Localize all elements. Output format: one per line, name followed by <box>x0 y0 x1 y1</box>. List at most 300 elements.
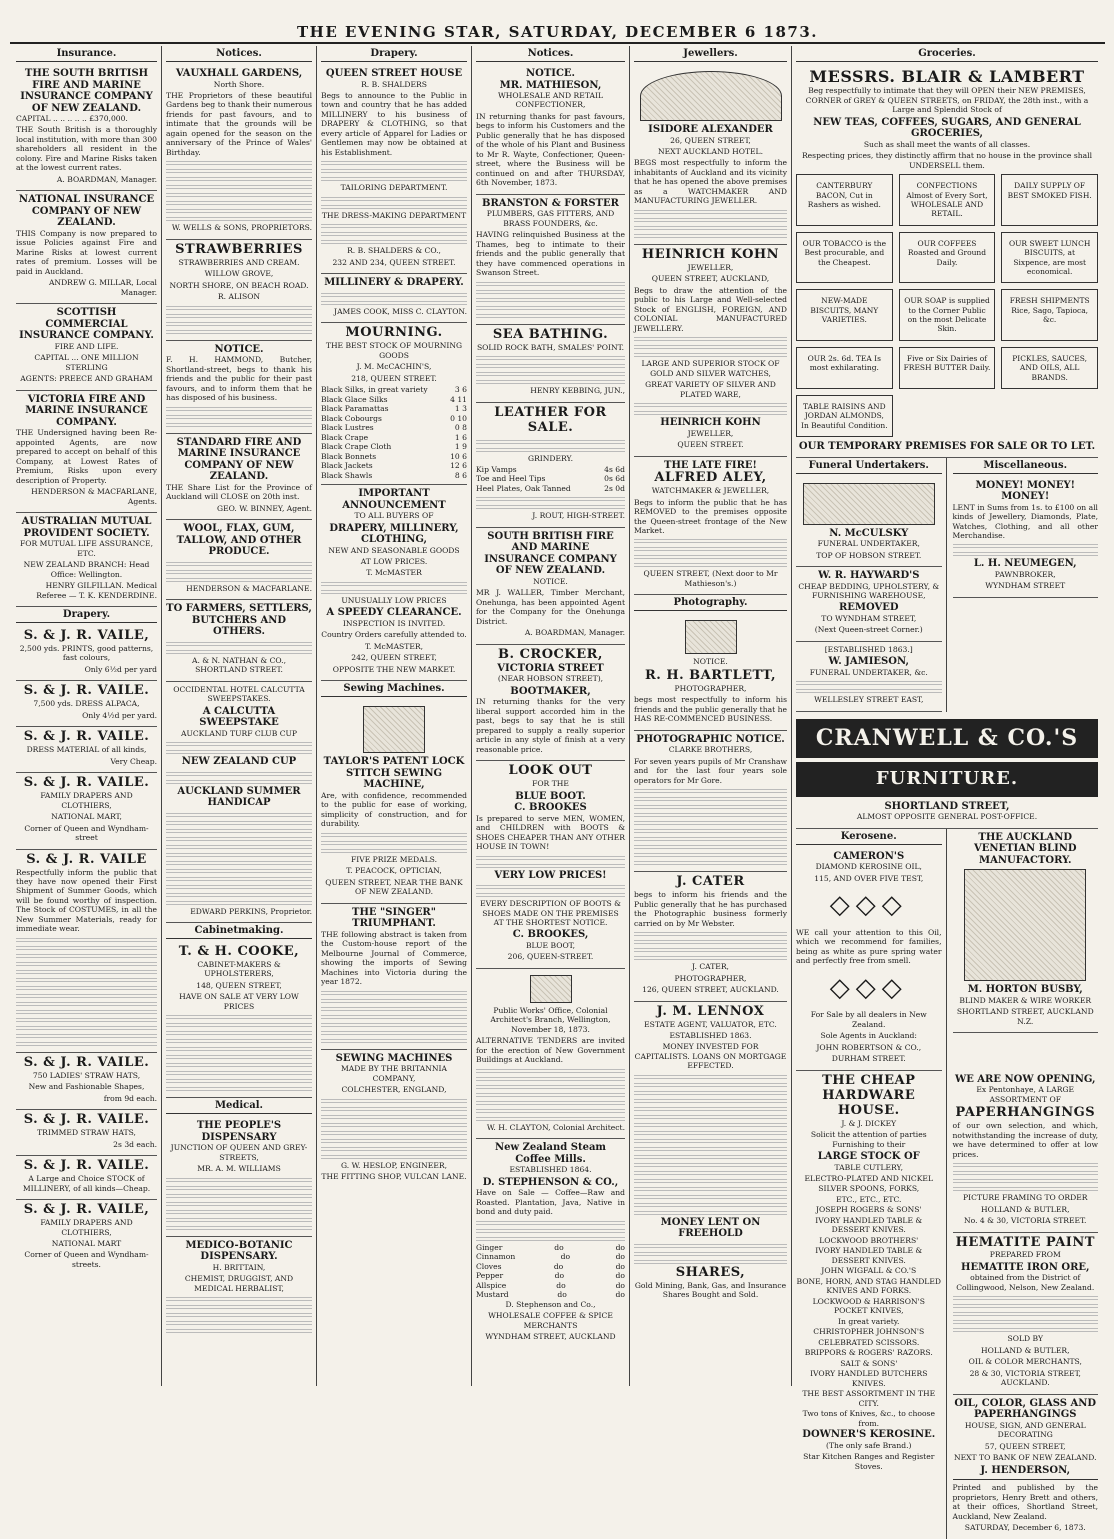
masthead <box>10 22 1105 44</box>
ad-sub: ESTABLISHED 1864. <box>509 1165 592 1175</box>
ad-signature: W. H. CLAYTON, Colonial Architect. <box>486 1122 625 1132</box>
column-notices <box>162 46 317 1386</box>
ad-sub: EVERY DESCRIPTION OF BOOTS & SHOES MADE ON THE PREMISES AT THE SHORTEST NOTICE. <box>480 899 621 927</box>
ad-title: AUSTRALIAN MUTUAL PROVIDENT SOCIETY. <box>21 516 152 539</box>
ad-title: NEW ZEALAND CUP <box>181 756 297 768</box>
ad-signature: A. BOARDMAN, Manager. <box>56 174 157 184</box>
ad-title: SHARES, <box>675 1264 746 1280</box>
ad-sub: PHOTOGRAPHER, <box>674 973 747 983</box>
ad-text: 750 LADIES' STRAW HATS, <box>32 1070 141 1080</box>
ad-address: 242, QUEEN STREET, <box>351 653 437 663</box>
ad-body: THE Undersigned having been Re-appointed Agents, are now prepared to accept on behalf of this Company, at Lowest Rates of Premium, Risks upon every description of Property. <box>16 428 157 485</box>
list-cell: do <box>615 1261 625 1271</box>
ad-sub: JUNCTION OF QUEEN AND GREY-STREETS, <box>170 1143 308 1162</box>
hardware-item: LOCKWOOD BROTHERS' <box>819 1235 919 1245</box>
ad-sub: Ex Pentonhaye, A LARGE ASSORTMENT OF <box>976 1085 1075 1104</box>
ad-title: THE SOUTH BRITISH FIRE AND MARINE INSURANCE COMPANY OF NEW ZEALAND. <box>20 68 153 114</box>
ad-signature: T. PEACOCK, OPTICIAN, <box>346 866 442 876</box>
ad-sub: AUCKLAND TURF CLUB CUP <box>180 728 298 738</box>
ad-sub: JEWELLER, <box>687 262 734 272</box>
ad-signature: G. W. HESLOP, ENGINEER, <box>340 1160 448 1170</box>
leather-price-list <box>476 465 625 493</box>
list-cell: 10 6 <box>450 451 467 461</box>
ad-cheap-hardware <box>796 1071 942 1477</box>
ad-address: WELLESLEY STREET EAST, <box>814 695 924 705</box>
ad-signature: R. ALISON <box>217 292 261 302</box>
list-cell: Mustard <box>476 1290 509 1300</box>
ad-name: N. McCULSKY <box>829 527 909 539</box>
ad-name: ISIDORE ALEXANDER <box>648 124 773 135</box>
ad-sub: MADE BY THE BRITANNIA COMPANY, <box>340 1064 448 1083</box>
ad-sub: CHEAP BEDDING, UPHOLSTERY, & FURNISHING WAREHOUSE, <box>798 581 940 600</box>
ad-address: Corner of Queen and Wyndham-streets. <box>24 1250 149 1269</box>
ad-address: WYNDHAM STREET <box>985 581 1066 591</box>
ad-mourning <box>321 323 467 485</box>
grocery-box: NEW-MADE BISCUITS, MANY VARIETIES. <box>796 289 893 341</box>
ad-branch: NEW ZEALAND BRANCH: Head Office: Wellington. <box>23 560 150 579</box>
ad-body: MONEY INVESTED FOR CAPITALISTS. LOANS ON MORTGAGE EFFECTED. <box>634 1042 787 1071</box>
photographer-emblem <box>685 620 737 654</box>
ad-body: Gold Mining, Bank, Gas, and Insurance Shares Bought and Sold. <box>634 1280 787 1300</box>
ad-mathieson <box>476 65 625 195</box>
ad-address: OPPOSITE THE NEW MARKET. <box>332 664 456 674</box>
masthead-title: THE EVENING STAR, SATURDAY, DECEMBER 6 1873. <box>296 23 818 41</box>
list-item <box>321 423 467 432</box>
ad-body: LENT in Sums from 1s. to £100 on all kinds of Jewellery, Diamonds, Plate, Watches, Clothing, and all other Merchandise. <box>952 502 1098 540</box>
ad-title: WOOL, FLAX, GUM, TALLOW, AND OTHER PRODUCE. <box>176 523 302 558</box>
ad-jamieson <box>796 642 942 712</box>
grocery-box: DAILY SUPPLY OF BEST SMOKED FISH. <box>1001 174 1098 226</box>
column-header-jewellers: Jewellers. <box>634 46 787 62</box>
ad-capital: CAPITAL .. .. .. .. .. £370,000. <box>16 114 128 123</box>
grocery-feature-boxes <box>796 174 1098 437</box>
ad-line: INSPECTION IS INVITED. <box>342 618 446 628</box>
ad-singer <box>321 904 467 1050</box>
ad-public-works <box>476 969 625 1139</box>
ad-vaile-dress <box>16 727 157 773</box>
ad-address: BLUE BOOT, <box>525 940 576 950</box>
list-cell: Heel Plates, Oak Tanned <box>476 483 571 493</box>
ad-text: 7,500 yds. DRESS ALPACA, <box>33 699 140 709</box>
ad-address: WYNDHAM STREET, AUCKLAND <box>485 1332 616 1342</box>
grocery-box: OUR SWEET LUNCH BISCUITS, at Sixpence, are most economical. <box>1001 232 1098 284</box>
list-cell: do <box>554 1242 564 1252</box>
ad-title: OIL, COLOR, GLASS AND PAPERHANGINGS <box>954 1397 1097 1421</box>
ad-title: AUCKLAND SUMMER HANDICAP <box>177 785 301 809</box>
ad-address: COLCHESTER, ENGLAND, <box>341 1085 447 1095</box>
ad-sub: WATCHMAKER & JEWELLER, <box>651 486 770 496</box>
ad-name: J. HENDERSON, <box>980 1464 1071 1476</box>
ad-south-british <box>16 65 157 191</box>
subcolumn-venetian <box>953 829 1099 1071</box>
ad-national-insurance <box>16 191 157 304</box>
grocery-box: CANTERBURY BACON, Cut in Rashers as wished. <box>796 174 893 226</box>
ad-body: Are, with confidence, recommended to the public for ease of working, simplicity of construction, and for durability. <box>321 790 467 829</box>
ad-sub: New and Fashionable Shapes, <box>28 1082 145 1092</box>
ad-sub: GRINDERY. <box>528 453 573 463</box>
subcolumn-hardware <box>796 1071 947 1539</box>
ad-body: Begs to announce to the Public in town and country that he has added MILLINERY to his business of DRAPERY & CLOTHING, so that every article of Apparel for Ladies or Gentlemen may now be obtained at his Establishment. <box>321 90 467 157</box>
column-header-medical: Medical. <box>166 1098 312 1114</box>
column-jewellers <box>630 46 792 1386</box>
sewing-machine-illustration <box>363 706 425 753</box>
ad-title: STRAWBERRIES <box>175 241 303 257</box>
list-item <box>476 1252 625 1261</box>
list-cell: Black Crape <box>321 432 369 442</box>
list-cell: Black Glace Silks <box>321 394 388 404</box>
ad-body: IN returning thanks for past favours, begs to inform his Customers and the Public generally that he has disposed of the whole of his Plant and Business to Mr R. Wayte, Confectioner, Queen-street, where the Business will be continued on and after THURSDAY, 6th November, 1873. <box>476 111 625 188</box>
ad-body: of our own selection, and which, notwithstanding the increase of duty, we have determined to offer at low prices. <box>952 1121 1098 1159</box>
ad-price: 2s 3d each. <box>113 1139 157 1149</box>
ad-sub: (Next Queen-street Corner.) <box>814 625 923 635</box>
ad-money <box>953 477 1099 598</box>
ad-oil-color <box>953 1395 1099 1539</box>
ad-sub: BLUE BOOT. <box>515 790 586 802</box>
ad-subtitle: FOR MUTUAL LIFE ASSURANCE, ETC. <box>19 539 153 558</box>
ad-name: W. JAMIESON, <box>828 656 909 668</box>
ad-sub: THE BEST STOCK OF MOURNING GOODS <box>325 341 463 360</box>
list-cell: do <box>615 1280 625 1290</box>
ad-title: SCOTTISH COMMERCIAL INSURANCE COMPANY. <box>19 307 154 342</box>
ad-text: FAMILY DRAPERS AND CLOTHIERS, <box>40 791 133 810</box>
hearse-illustration <box>803 483 935 525</box>
ad-strawberries <box>166 240 312 341</box>
ad-body: THE Share List for the Province of Auckland will CLOSE on 20th inst. <box>166 482 312 502</box>
ad-name: B. CROCKER, <box>498 646 603 662</box>
ad-vaile-alpaca <box>16 681 157 727</box>
ad-signature: A. BOARDMAN, Manager. <box>524 628 625 638</box>
ad-sub: FOR THE <box>532 779 569 789</box>
ad-sub: PICTURE FRAMING TO ORDER <box>963 1193 1088 1203</box>
list-cell: 0s 6d <box>604 474 625 484</box>
ad-hammond <box>166 341 312 434</box>
ad-signature: R. B. SHALDERS & CO., <box>347 246 441 256</box>
list-item <box>321 471 467 480</box>
ad-signature: C. BROOKES, <box>512 929 589 941</box>
ad-body: obtained from the District of Collingwood, Nelson, New Zealand. <box>956 1273 1095 1292</box>
imprint: Printed and published by the proprietors, Henry Brett and others, at their offices, Shortland Street, Auckland, New Zealand. <box>952 1483 1098 1521</box>
ad-goods: Such as shall meet the wants of all classes. <box>863 139 1031 149</box>
hardware-item: IVORY HANDLED TABLE & DESSERT KNIVES. <box>815 1215 923 1235</box>
ad-name: S. & J. R. VAILE. <box>23 1112 150 1128</box>
column-groceries <box>792 46 1102 1533</box>
ad-sub: Sole Agents in Auckland: <box>820 1031 917 1041</box>
ad-text: FAMILY DRAPERS AND CLOTHIERS, <box>40 1218 133 1237</box>
ad-body: THE following abstract is taken from the Custom-house report of the Melbourne Journal of Commerce, showing the imports of Sewing Machines into Victoria during the year 1872. <box>321 929 467 987</box>
ad-title: SEA BATHING. <box>492 326 609 342</box>
ad-body: For seven years pupils of Mr Cranshaw and for the last four years sole operators for Mr Gore. <box>634 756 787 785</box>
ad-address: Corner of Queen and Wyndham-street <box>24 823 149 843</box>
ad-clarke-brothers <box>634 731 787 872</box>
ad-text: DRESS MATERIAL of all kinds, <box>26 745 147 755</box>
ad-signature: D. Stephenson and Co., <box>505 1299 596 1309</box>
hardware-item: IVORY HANDLED BUTCHERS KNIVES. <box>810 1369 928 1388</box>
ad-britannia <box>321 1050 467 1188</box>
ad-sub: PAWNBROKER, <box>994 569 1056 579</box>
ad-price: Very Cheap. <box>110 756 157 766</box>
ad-name: T. McMASTER <box>366 568 422 578</box>
ad-paperhangings <box>953 1071 1099 1233</box>
hardware-item: SALT & SONS' <box>840 1358 898 1368</box>
ad-sub: JEWELLER, <box>687 428 734 438</box>
ad-stephenson <box>476 1139 625 1347</box>
hardware-item: In great variety. <box>838 1316 900 1326</box>
ad-name: CLARKE BROTHERS, <box>668 745 753 755</box>
ad-address: 57, QUEEN STREET, <box>984 1441 1066 1451</box>
hardware-item: CELEBRATED SCISSORS. <box>818 1337 920 1347</box>
column-header-insurance: Insurance. <box>16 46 157 62</box>
ad-sub: TAILORING DEPARTMENT. <box>340 183 448 193</box>
ad-south-british-2 <box>476 528 625 645</box>
ad-body: Is prepared to serve MEN, WOMEN, and CHILDREN with BOOTS & SHOES CHEAPER THAN ANY OTHER HOUSE IN TOWN! <box>476 813 625 852</box>
ad-victoria-fire <box>16 391 157 513</box>
list-cell: do <box>615 1252 625 1262</box>
ad-vaile-mart <box>16 1200 157 1275</box>
ad-body: THIS Company is now prepared to issue Policies against Fire and Marine Risks at lowest current rates of premium. Losses will be paid in Auckland. <box>16 228 157 276</box>
ad-cater <box>634 872 787 1001</box>
list-cell: 8 6 <box>454 470 467 480</box>
ad-sub: WHOLESALE AND RETAIL CONFECTIONER, <box>498 91 603 110</box>
ad-vaile-straw <box>16 1053 157 1110</box>
ad-name: W. R. HAYWARD'S <box>818 570 920 582</box>
ad-title: HEMATITE PAINT <box>955 1234 1095 1250</box>
column-notices-2 <box>472 46 630 1386</box>
ad-mcmaster <box>321 485 467 681</box>
subcolumn-misc <box>953 458 1099 712</box>
list-cell: Black Shawls <box>321 470 373 480</box>
list-cell: Black Bonnets <box>321 451 377 461</box>
ad-body: Have on Sale — Coffee—Raw and Roasted. Plantation, Java, Native in bond and duty paid. <box>476 1188 625 1217</box>
ad-line: NEW AND SEASONABLE GOODS <box>328 545 460 555</box>
list-item <box>476 1243 625 1252</box>
grocery-box: OUR COFFEES Roasted and Ground Daily. <box>899 232 996 284</box>
list-item <box>321 404 467 413</box>
ad-address: 28 & 30, VICTORIA STREET, AUCKLAND. <box>969 1368 1081 1388</box>
jeweller-banner-emblem <box>640 71 782 121</box>
ad-vaile-trimmed <box>16 1110 157 1156</box>
ad-body: THE South British is a thoroughly local institution, with more than 300 shareholders all resident in the colony. Fire and Marine Risks taken at the lowest current rates. <box>16 125 157 173</box>
ad-millinery-drapery <box>321 274 467 323</box>
ad-line: LARGE AND SUPERIOR STOCK OF GOLD AND SILVER WATCHES, <box>641 359 780 378</box>
ad-address: QUEEN STREET. <box>677 440 744 450</box>
list-cell: Black Crape Cloth <box>321 442 392 452</box>
ad-signature: A. & N. NATHAN & CO., SHORTLAND STREET. <box>191 655 286 675</box>
ad-price: Only 4½d per yard. <box>82 710 157 720</box>
column-header-sewing: Sewing Machines. <box>321 681 467 697</box>
ad-signature: J. & J. DICKEY <box>841 1118 897 1128</box>
ad-name: S. & J. R. VAILE. <box>23 729 150 745</box>
list-cell: 2s 0d <box>604 483 625 493</box>
ad-standard-fire <box>166 434 312 520</box>
grocery-box: FRESH SHIPMENTS Rice, Sago, Tapioca, &c. <box>1001 289 1098 341</box>
ad-line: REMOVED <box>838 602 899 614</box>
ad-blair-lambert <box>796 65 1098 458</box>
ad-sub: HEMATITE IRON ORE, <box>961 1261 1090 1273</box>
ad-name: HEINRICH KOHN <box>660 417 761 429</box>
list-item <box>321 385 467 394</box>
ad-name: MR. MATHIESON, <box>499 79 602 91</box>
ad-title: VAUXHALL GARDENS, <box>175 68 303 79</box>
ad-title: NOTICE. <box>693 657 728 667</box>
ad-title: A CALCUTTA SWEEPSTAKE <box>199 705 279 729</box>
ad-sub: FIVE PRIZE MEDALS. <box>350 854 438 864</box>
hardware-item: BRIPPORS & ROGERS' RAZORS. <box>804 1348 933 1358</box>
ad-name: J. M. McCACHIN'S, <box>356 362 432 372</box>
ad-body: BEGS most respectfully to inform the inhabitants of Auckland and its vicinity that he has opened the above premises as a WATCHMAKER AND MANUFACTURING JEWELLER. <box>634 158 787 206</box>
ad-name: HEINRICH KOHN <box>641 246 780 262</box>
column-insurance <box>12 46 162 1386</box>
ad-sub: SOLD BY <box>1007 1334 1043 1344</box>
ad-sub: North Shore. <box>213 79 265 89</box>
ad-alfred-aley <box>634 457 787 596</box>
ad-signature: HOLLAND & BUTLER, <box>981 1345 1070 1355</box>
ad-title: LEATHER FOR SALE. <box>494 404 607 435</box>
ad-name: S. & J. R. VAILE <box>26 851 147 867</box>
list-cell: Ginger <box>476 1242 503 1252</box>
list-cell: Black Silks, in great variety <box>321 385 428 395</box>
ad-sub: NEXT AUCKLAND HOTEL. <box>657 146 764 156</box>
ad-sub: SOLID ROCK BATH, SMALES' POINT. <box>476 342 625 352</box>
ad-title: LOOK OUT <box>508 763 593 779</box>
ad-line: A SPEEDY CLEARANCE. <box>326 607 462 619</box>
ad-sub: FUNERAL UNDERTAKER, &c. <box>809 667 928 677</box>
subcolumn-funeral <box>796 458 947 712</box>
ad-taylors-patent <box>321 700 467 903</box>
ad-signature: HENRY KEBBING, JUN., <box>530 386 625 396</box>
ad-body: THE Proprietors of these beautiful Gardens beg to thank their numerous friends for past favours, and to intimate that the grounds will be again opened for the season on the anniversary of the Prince of Wales' Birthday. <box>166 90 312 157</box>
ad-sub: PLUMBERS, GAS FITTERS, AND BRASS FOUNDERS, &c. <box>486 209 615 228</box>
ad-address: TOP OF HOBSON STREET. <box>816 550 922 560</box>
ad-note: Respecting prices, they distinctly affirm that no house in the province shall UNDERSELL them. <box>801 151 1093 170</box>
ad-signature: T. McMASTER, <box>364 641 423 651</box>
list-item <box>321 433 467 442</box>
ad-name: T. & H. COOKE, <box>178 944 300 959</box>
ad-title: New Zealand Steam Coffee Mills. <box>494 1142 607 1165</box>
ad-name: ALFRED ALEY, <box>654 470 767 486</box>
ad-name: L. H. NEUMEGEN, <box>973 558 1077 570</box>
ad-line: Country Orders carefully attended to. <box>321 630 467 640</box>
hardware-item: ELECTRO-PLATED AND NICKEL <box>804 1173 933 1183</box>
column-header-funeral: Funeral Undertakers. <box>796 458 942 474</box>
ad-sub: 115, AND OVER FIVE TEST, <box>814 873 924 883</box>
ad-title: NATIONAL INSURANCE COMPANY OF NEW ZEALAND. <box>18 194 155 229</box>
column-drapery <box>317 46 472 1386</box>
list-item <box>476 465 625 474</box>
list-cell: do <box>553 1261 564 1271</box>
ad-signature: JOHN ROBERTSON & CO., <box>816 1042 922 1052</box>
ad-name: MR. A. M. WILLIAMS <box>197 1164 281 1174</box>
ad-sub: FUNERAL UNDERTAKER, <box>817 539 920 549</box>
hardware-item: CHRISTOPHER JOHNSON'S <box>813 1327 925 1337</box>
ad-address: No. 4 & 30, VICTORIA STREET. <box>964 1216 1087 1226</box>
ad-farmers <box>166 600 312 681</box>
ad-sub: LARGE STOCK OF <box>817 1150 920 1162</box>
ad-title: SEWING MACHINES <box>335 1052 453 1064</box>
ad-name: S. & J. R. VAILE. <box>23 683 150 699</box>
furniture-banner: FURNITURE. <box>796 762 1098 797</box>
ad-title: THE AUCKLAND VENETIAN BLIND MANUFACTORY. <box>973 831 1077 866</box>
ad-sub: NOTICE. <box>533 576 568 586</box>
ad-vaile-summer <box>16 850 157 1053</box>
ad-title: SOUTH BRITISH FIRE AND MARINE INSURANCE COMPANY OF NEW ZEALAND. <box>484 530 617 577</box>
list-cell: 1 6 <box>454 432 467 442</box>
list-cell: 1 9 <box>454 442 467 452</box>
ad-address: SHORTLAND STREET, AUCKLAND N.Z. <box>956 1007 1094 1026</box>
list-cell: Cloves <box>476 1261 502 1271</box>
hardware-item: LOCKWOOD & HARRISON'S POCKET KNIVES, <box>812 1296 925 1316</box>
ad-vaile-millinery <box>16 1156 157 1200</box>
grocery-box: OUR 2s. 6d. TEA Is most exhilarating. <box>796 347 893 389</box>
ad-sub: PREPARED FROM <box>989 1250 1061 1260</box>
list-cell: Pepper <box>476 1271 504 1281</box>
ad-venetian-blinds <box>953 829 1099 1033</box>
list-cell: 4 11 <box>450 394 467 404</box>
ad-body: HAVE ON SALE AT VERY LOW PRICES <box>179 992 299 1011</box>
list-cell: do <box>615 1242 625 1252</box>
hardware-item: SILVER SPOONS, FORKS, <box>818 1184 920 1194</box>
hardware-item: ETC., ETC., ETC. <box>836 1194 902 1204</box>
list-cell: Black Cobourgs <box>321 413 382 423</box>
ad-name: C. BROOKES <box>514 802 587 814</box>
ad-name: M. HORTON BUSBY, <box>967 984 1083 996</box>
ad-body: F. H. HAMMOND, Butcher, Shortland-street, begs to thank his friends and the public for their past favours, and to inform them that he has disposed of his business. <box>166 355 312 403</box>
ad-footer: OUR TEMPORARY PREMISES FOR SALE OR TO LET. <box>798 441 1096 453</box>
imprint-date: SATURDAY, December 6, 1873. <box>964 1523 1086 1533</box>
ad-sub: NATIONAL MART, <box>51 812 122 822</box>
ad-crocker <box>476 645 625 761</box>
grocery-box: TABLE RAISINS AND JORDAN ALMONDS, In Beautiful Condition. <box>796 395 893 437</box>
ad-address: 26, QUEEN STREET, <box>670 135 751 145</box>
list-cell: Black Jackets <box>321 461 373 471</box>
ad-sub: WHOLESALE COFFEE & SPICE MERCHANTS <box>488 1311 613 1330</box>
ad-name: R. B. SHALDERS <box>361 79 427 89</box>
ad-name: S. & J. R. VAILE. <box>23 775 150 791</box>
ad-name: S. & J. R. VAILE, <box>23 628 150 643</box>
ad-name: J. CATER <box>676 874 745 890</box>
ad-heinrich-kohn <box>634 245 787 457</box>
ad-body: HAVING relinquished Business at the Thames, beg to intimate to their friends and the public generally that they have commenced operations in Swanson Street. <box>476 230 625 278</box>
ad-body: begs most respectfully to inform his friends and the public generally that he HAS RE-COMMENCED BUSINESS. <box>634 695 787 724</box>
grocery-box: PICKLES, SAUCES, AND OILS, ALL BRANDS. <box>1001 347 1098 389</box>
ad-body: Solicit the attention of parties Furnishing to their <box>810 1130 927 1149</box>
diamond-ornament: ◇◇◇ <box>829 890 908 921</box>
ad-title: THE CHEAP HARDWARE HOUSE. <box>822 1072 916 1118</box>
ad-scottish-commercial <box>16 304 157 390</box>
ad-vauxhall <box>166 65 312 240</box>
ad-cooke <box>166 942 312 1098</box>
hardware-item: IVORY HANDLED TABLE & DESSERT KNIVES. <box>815 1246 923 1265</box>
ad-signature: J. ROUT, HIGH-STREET. <box>532 511 625 521</box>
list-cell: Allspice <box>476 1280 507 1290</box>
list-cell: do <box>554 1271 565 1281</box>
ad-title: MOURNING. <box>345 325 443 341</box>
ad-title: THE "SINGER" TRIUMPHANT. <box>352 906 436 930</box>
list-cell: do <box>560 1252 571 1262</box>
list-cell: do <box>615 1290 625 1300</box>
ad-sub: (The only safe Brand.) <box>826 1440 912 1450</box>
ad-address: QUEEN STREET, AUCKLAND, <box>651 274 770 284</box>
ad-title: QUEEN STREET HOUSE <box>325 68 463 79</box>
ad-wool <box>166 520 312 600</box>
ad-address: VICTORIA STREET <box>497 662 604 674</box>
ad-body: Begs to draw the attention of the public to his Large and Well-selected Stock of ENGLISH, FOREIGN, AND COLONIAL MANUFACTURED JEWELLERY. <box>634 285 787 333</box>
ad-name: R. H. BARTLETT, <box>644 667 777 683</box>
ad-name: S. & J. R. VAILE. <box>23 1158 150 1174</box>
list-cell: 4s 6d <box>604 465 625 474</box>
subcolumn-kerosene <box>796 829 947 1071</box>
list-item <box>476 1281 625 1290</box>
ad-hematite-paint <box>953 1233 1099 1395</box>
